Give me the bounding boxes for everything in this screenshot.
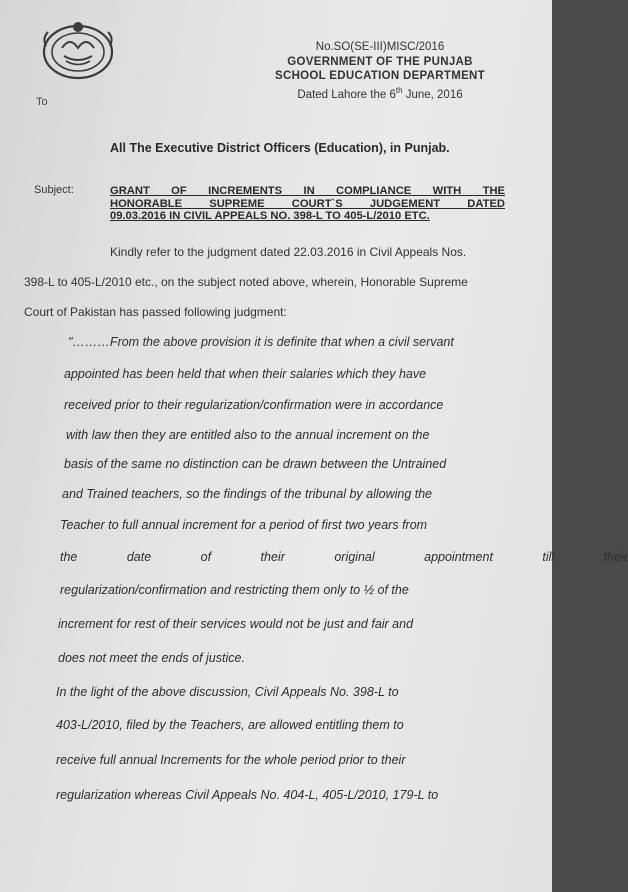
to-label: To (36, 96, 48, 108)
quote-line: Teacher to full annual increment for a period of first two years from (60, 518, 428, 532)
subject-line: 09.03.2016 IN CIVIL APPEALS NO. 398-L TO 405-L/2010 ETC. (110, 210, 430, 222)
intro-line: Kindly refer to the judgment dated 22.03.2016 in Civil Appeals Nos. (110, 245, 467, 259)
letter-reference-block (260, 40, 500, 102)
government-name: GOVERNMENT OF THE PUNJAB (287, 55, 473, 68)
quote-line: "………From the above provision it is definite that when a civil servant (68, 335, 454, 349)
intro-line: Court of Pakistan has passed following judgment: (24, 305, 287, 319)
quote-line: and Trained teachers, so the findings of the tribunal by allowing the (62, 487, 433, 501)
quote-line: receive full annual Increments for the whole period prior to their (56, 753, 406, 767)
quote-line: basis of the same no distinction can be drawn between the Untrained (64, 457, 447, 471)
quote-line: regularization/confirmation and restricting them only to ½ of the (60, 583, 409, 597)
quote-line: does not meet the ends of justice. (58, 651, 245, 665)
subject-line: GRANT OF INCREMENTS IN COMPLIANCE WITH THE (110, 185, 505, 197)
quote-line: regularization whereas Civil Appeals No. 404-L, 405-L/2010, 179-L to (56, 788, 439, 802)
quote-line: received prior to their regularization/confirmation were in accordance (64, 398, 444, 412)
quote-line: 403-L/2010, filed by the Teachers, are allowed entitling them to (56, 718, 404, 732)
quote-line: appointed has been held that when their salaries which they have (64, 367, 427, 381)
quote-line: In the light of the above discussion, Civil Appeals No. 398-L to (56, 685, 399, 699)
quote-line: with law then they are entitled also to the annual increment on the (66, 428, 430, 442)
quote-line: increment for rest of their services would not be just and fair and (58, 617, 414, 631)
addressee: All The Executive District Officers (Education), in Punjab. (110, 141, 450, 155)
intro-line: 398-L to 405-L/2010 etc., on the subject noted above, wherein, Honorable Supreme (24, 275, 468, 289)
subject-line: HONORABLE SUPREME COURT`S JUDGEMENT DATED (110, 197, 505, 210)
reference-number: No.SO(SE-III)MISC/2016 (315, 41, 445, 53)
letter-date: Dated Lahore the 6th June, 2016 (297, 85, 463, 101)
punjab-government-seal-icon (40, 18, 116, 80)
subject-label: Subject: (34, 184, 74, 196)
quote-line: the date of their original appointment till their (60, 550, 628, 564)
subject-text (110, 185, 505, 223)
department-name: SCHOOL EDUCATION DEPARTMENT (275, 70, 485, 82)
